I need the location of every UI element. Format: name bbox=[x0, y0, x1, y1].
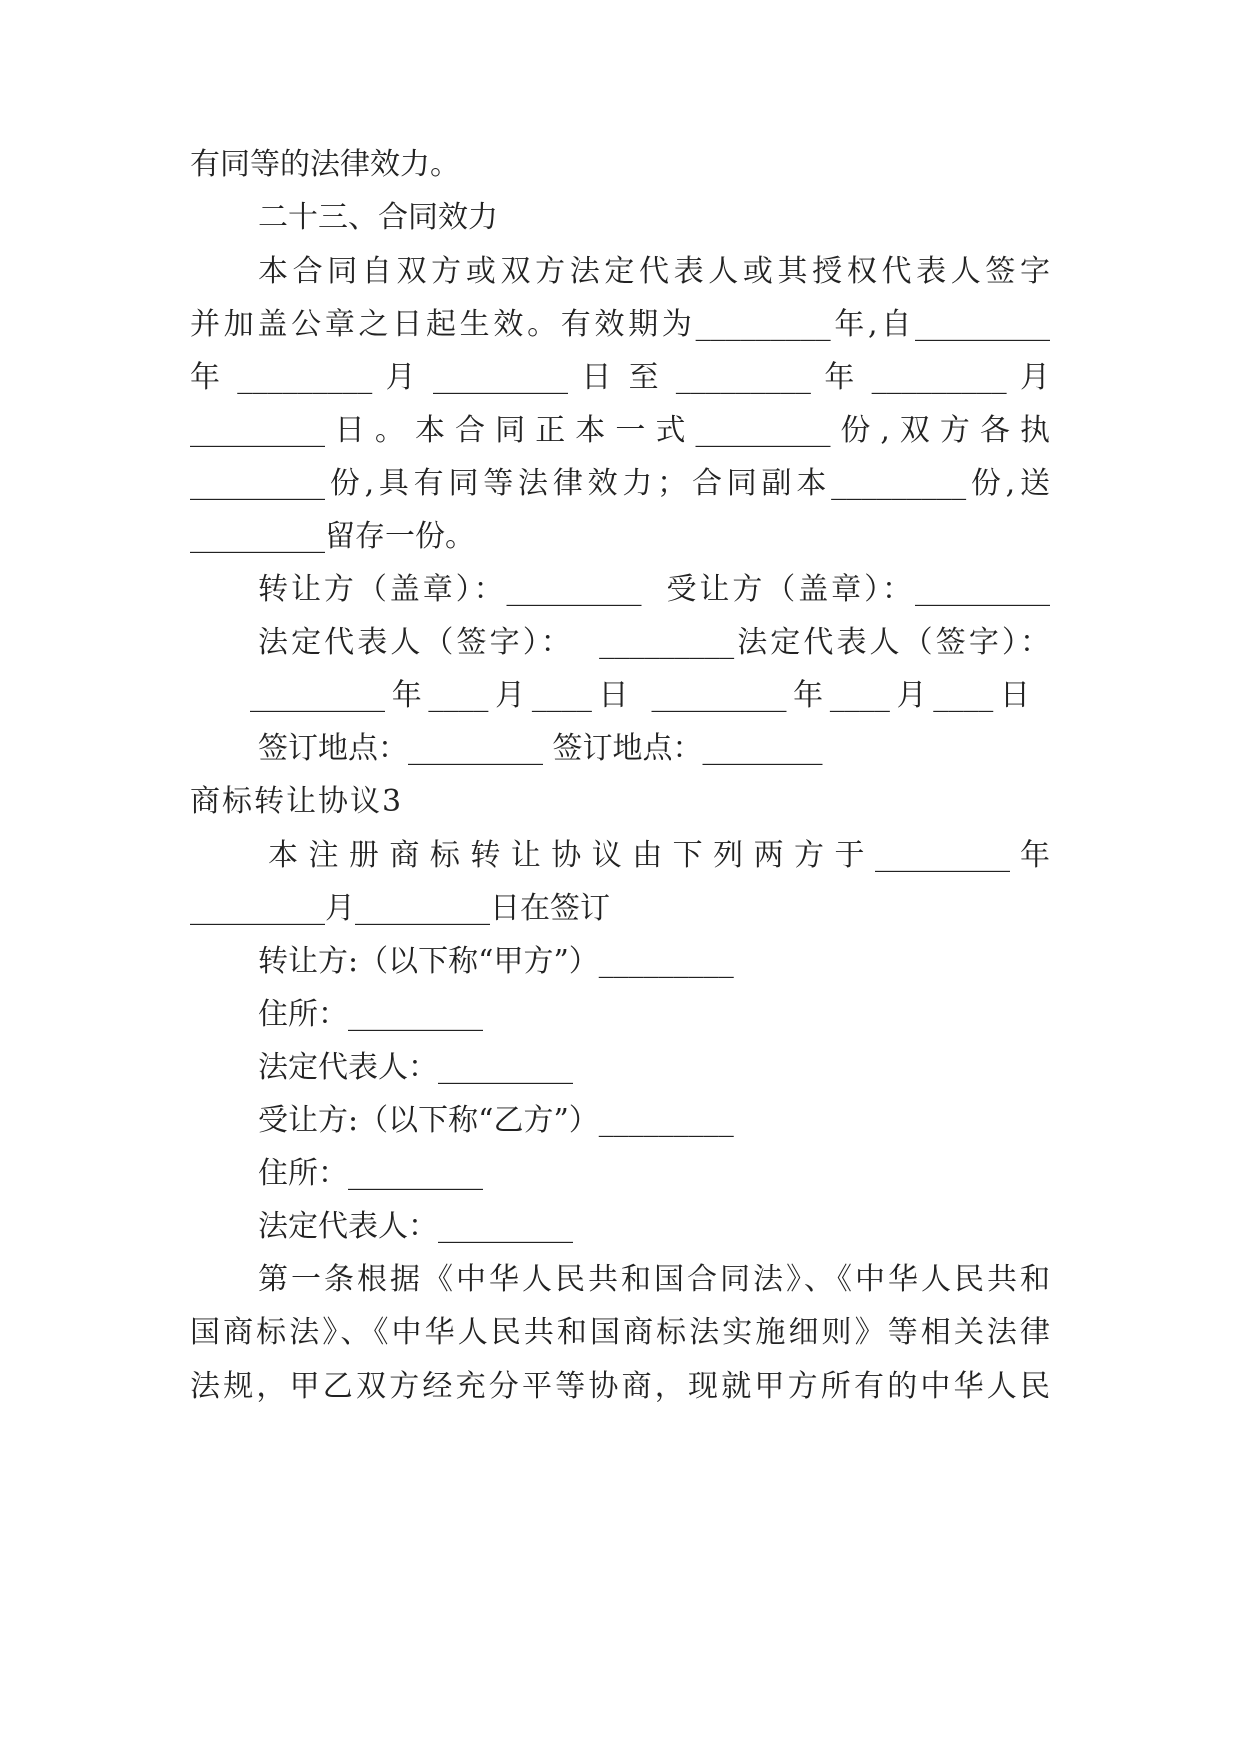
paragraph-line: 国商标法》、《中华人民共和国商标法实施细则》等相关法律 bbox=[190, 1315, 1050, 1350]
paragraph-line: 法规，甲乙双方经充分平等协商，现就甲方所有的中华人民 bbox=[190, 1369, 1050, 1404]
paragraph-line: _________月_________日在签订 bbox=[190, 891, 610, 926]
signature-line: 转让方（盖章）：_________ 受让方（盖章）：_________ bbox=[258, 572, 1050, 607]
section-heading: 二十三、合同效力 bbox=[258, 200, 498, 235]
paragraph-line: _________份,具有同等法律效力；合同副本_________份,送 bbox=[190, 466, 1050, 501]
paragraph-line: 本合同自双方或双方法定代表人或其授权代表人签字 bbox=[258, 254, 1050, 289]
paragraph-line: 并加盖公章之日起生效。有效期为_________年,自_________ bbox=[190, 307, 1050, 342]
party-field: 法定代表人：_________ bbox=[258, 1050, 573, 1085]
signature-line: 法定代表人（签字）： _________法定代表人（签字）： bbox=[258, 625, 1050, 660]
paragraph-line: _________留存一份。 bbox=[190, 519, 475, 554]
date-line: _________年____月____日 _________年____月____日 bbox=[250, 678, 1030, 713]
document-title: 商标转让协议3 bbox=[190, 784, 404, 819]
signing-place-line: 签订地点：_________ 签订地点：________ bbox=[258, 731, 823, 766]
party-field: 受让方:（以下称“乙方”）_________ bbox=[258, 1103, 734, 1138]
paragraph-line: 有同等的法律效力。 bbox=[190, 147, 460, 182]
paragraph-line: 年 _________ 月 _________ 日 至 _________ 年 _________ 月 bbox=[190, 360, 1050, 395]
paragraph-line: 第一条根据《中华人民共和国合同法》、《中华人民共和 bbox=[258, 1262, 1050, 1297]
party-field: 法定代表人：_________ bbox=[258, 1209, 573, 1244]
paragraph-line: 本 注 册 商 标 转 让 协 议 由 下 列 两 方 于 _________ 年 bbox=[258, 838, 1050, 873]
party-field: 住所：_________ bbox=[258, 1156, 483, 1191]
party-field: 转让方:（以下称“甲方”）_________ bbox=[258, 944, 734, 979]
party-field: 住所：_________ bbox=[258, 997, 483, 1032]
paragraph-line: _________ 日 。 本 合 同 正 本 一 式 _________ 份 , 双 方 各 执 bbox=[190, 413, 1050, 448]
